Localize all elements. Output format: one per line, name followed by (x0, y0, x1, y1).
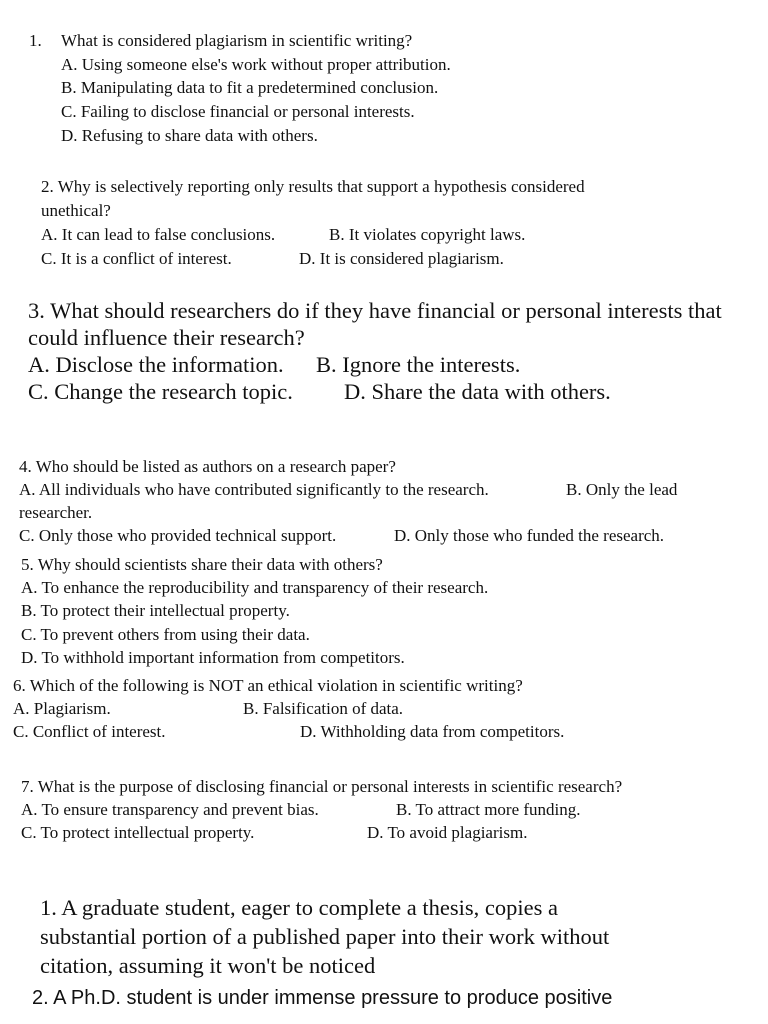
question-6-option-c: C. Conflict of interest. (13, 722, 166, 741)
question-3-stem-line-1: 3. What should researchers do if they have financial or personal interests that (28, 298, 722, 323)
question-7-option-d: D. To avoid plagiarism. (367, 823, 528, 842)
question-4-stem: 4. Who should be listed as authors on a research paper? (19, 457, 396, 476)
question-3-stem-line-2: could influence their research? (28, 325, 305, 350)
question-1-option-b: B. Manipulating data to fit a predetermined conclusion. (61, 78, 439, 97)
question-5-stem: 5. Why should scientists share their data with others? (21, 555, 383, 574)
question-2-option-d: D. It is considered plagiarism. (299, 249, 504, 268)
question-4-option-a: A. All individuals who have contributed significantly to the research. (19, 480, 489, 499)
question-1-option-d: D. Refusing to share data with others. (61, 126, 318, 145)
question-6-option-d: D. Withholding data from competitors. (300, 722, 565, 741)
question-1-option-c: C. Failing to disclose financial or personal interests. (61, 102, 415, 121)
question-4-option-d: D. Only those who funded the research. (394, 526, 665, 545)
question-4-option-b: B. Only the lead (566, 480, 678, 499)
question-5-option-d: D. To withhold important information from competitors. (21, 648, 405, 667)
question-3-option-b: B. Ignore the interests. (316, 352, 521, 377)
question-5-option-c: C. To prevent others from using their data. (21, 625, 310, 644)
question-5-option-a: A. To enhance the reproducibility and transparency of their research. (21, 578, 489, 597)
question-2-option-b: B. It violates copyright laws. (329, 225, 526, 244)
question-3-option-c: C. Change the research topic. (28, 379, 293, 404)
question-6-option-a: A. Plagiarism. (13, 699, 111, 718)
scenario-2-line-1: 2. A Ph.D. student is under immense pressure to produce positive (32, 987, 613, 1009)
question-4-option-c: C. Only those who provided technical support. (19, 526, 337, 545)
question-2-option-c: C. It is a conflict of interest. (41, 249, 232, 268)
question-6-stem: 6. Which of the following is NOT an ethical violation in scientific writing? (13, 676, 523, 695)
scenario-1-line-3: citation, assuming it won't be noticed (40, 953, 376, 978)
question-3-option-d: D. Share the data with others. (344, 379, 611, 404)
question-2-option-a: A. It can lead to false conclusions. (41, 225, 276, 244)
scenario-1-line-1: 1. A graduate student, eager to complete a thesis, copies a (40, 895, 558, 920)
question-5-option-b: B. To protect their intellectual property. (21, 601, 290, 620)
question-1-option-a: A. Using someone else's work without proper attribution. (61, 55, 451, 74)
question-6-option-b: B. Falsification of data. (243, 699, 404, 718)
question-4-option-b-continued: researcher. (19, 503, 93, 522)
question-7-stem: 7. What is the purpose of disclosing financial or personal interests in scientific research? (21, 777, 623, 796)
scenario-1-line-2: substantial portion of a published paper into their work without (40, 924, 610, 949)
question-2-stem-line-2: unethical? (41, 201, 111, 220)
question-7-option-a: A. To ensure transparency and prevent bias. (21, 800, 319, 819)
question-2-stem-line-1: 2. Why is selectively reporting only results that support a hypothesis considered (41, 177, 585, 196)
question-1-number: 1. (29, 31, 42, 50)
question-1-stem: What is considered plagiarism in scientific writing? (61, 31, 413, 50)
question-3-option-a: A. Disclose the information. (28, 352, 284, 377)
question-7-option-b: B. To attract more funding. (396, 800, 581, 819)
question-7-option-c: C. To protect intellectual property. (21, 823, 255, 842)
